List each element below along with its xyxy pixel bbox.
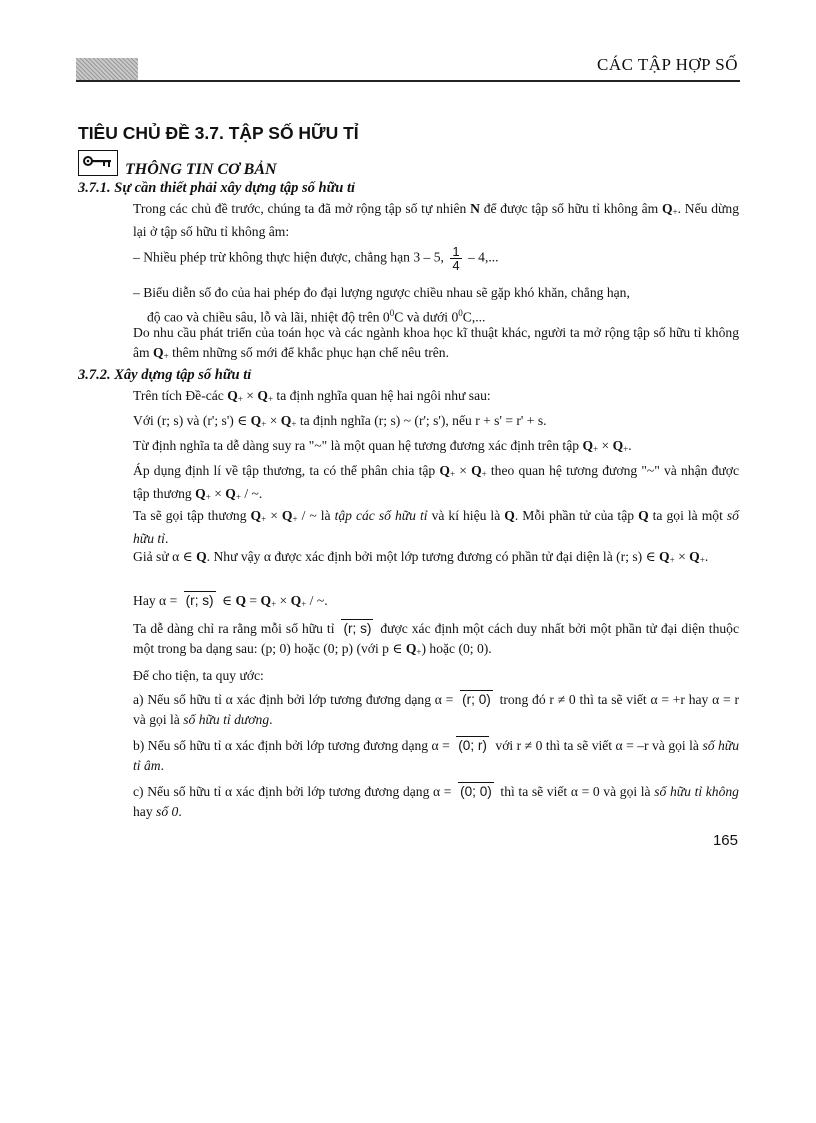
chapter-title: TIÊU CHỦ ĐỀ 3.7. TẬP SỐ HỮU TỈ — [78, 123, 359, 143]
paragraph-quotient-set: Áp dụng định lí về tập thương, ta có thể phân chia tập $Q_+ \times Q_+$ theo quan hệ tương đương "~" và nhận được tập thương $Q_+ \times Q_+$ / ~. — [133, 463, 739, 502]
line-cartesian-product: Trên tích Đề-các $Q_+ \times Q_+$ ta định nghĩa quan hệ hai ngôi như sau: — [133, 388, 491, 404]
overline-r-s: (r; s) — [185, 593, 214, 608]
paragraph-alpha-class: Giả sử α ∈ Q. Như vậy α được xác định bởi một lớp tương đương có phần tử đại diện là (r; s) ∈ $Q_+ \times Q_+$. — [133, 549, 709, 565]
section-heading-3-7-1: 3.7.1. Sự cần thiết phải xây dựng tập số hữu tỉ — [78, 180, 356, 196]
key-icon — [83, 155, 113, 169]
bullet-subtraction: – Nhiều phép trừ không thực hiện được, chẳng hạn 3 – 5, $\frac{1}{4}$ – 4,... — [133, 244, 499, 273]
line-convention: Để cho tiện, ta quy ước: — [133, 668, 264, 683]
overline-r-0: (r; 0) — [462, 692, 491, 707]
line-relation-definition: Với (r; s) và (r'; s') ∈ $Q_+ \times Q_+$ ta định nghĩa (r; s) ~ (r'; s'), nếu r + s' = r' + s. — [133, 413, 547, 429]
section-heading-3-7-2: 3.7.2. Xây dựng tập số hữu tỉ — [78, 367, 252, 383]
item-b-negative: b) Nếu số hữu tỉ α xác định bởi lớp tương đương dạng α = (0; r) với r ≠ 0 thì ta sẽ viết α = –r và gọi là số hữu tỉ âm. — [133, 738, 739, 773]
fraction-one-quarter: $\frac{1}{4}$ — [452, 244, 460, 273]
item-a-positive: a) Nếu số hữu tỉ α xác định bởi lớp tương đương dạng α = (r; 0) trong đó r ≠ 0 thì ta sẽ viết α = +r hay α = r và gọi là số hữu tỉ dương. — [133, 692, 739, 727]
key-icon-box — [78, 150, 118, 176]
paragraph-intro: Trong các chủ đề trước, chúng ta đã mở rộng tập số tự nhiên N để được tập số hữu tỉ không âm $Q_+$. Nếu dừng lại ở tập số hữu tỉ không âm: — [133, 201, 739, 239]
line-equivalence: Từ định nghĩa ta dễ dàng suy ra "~" là một quan hệ tương đương xác định trên tập $Q_+ \times Q_+$. — [133, 438, 632, 454]
item-c-zero: c) Nếu số hữu tỉ α xác định bởi lớp tương đương dạng α = (0; 0) thì ta sẽ viết α = 0 và gọi là số hữu tỉ không hay số 0. — [133, 784, 739, 819]
overline-r-s-2: (r; s) — [343, 621, 372, 636]
line-alpha-equals: Hay α = (r; s) ∈ $Q = Q_+ \times Q_+$ / ~. — [133, 593, 328, 609]
bullet-opposite-measures: – Biểu diễn số đo của hai phép đo đại lượng ngược chiều nhau sẽ gặp khó khăn, chẳng hạn, độ cao và chiều sâu, lỗ và lãi, nhiệt độ trên $0^0C$ và dưới $0^0C$,... — [133, 285, 630, 325]
overline-0-r: (0; r) — [458, 738, 487, 753]
paragraph-rational-definition: Ta sẽ gọi tập thương $Q_+ \times Q_+$ / ~ là tập các số hữu tỉ và kí hiệu là Q. Mỗi phần tử của tập Q ta gọi là một số hữu tỉ. — [133, 508, 739, 546]
paragraph-three-forms: Ta dễ dàng chỉ ra rằng mỗi số hữu tỉ (r; s) được xác định một cách duy nhất bởi một phần tử đại diện thuộc một trong ba dạng sau: (p; 0) hoặc (0; p) (với p ∈ $Q_+$) hoặc (0; 0). — [133, 621, 739, 657]
overline-0-0: (0; 0) — [460, 784, 492, 799]
header-title: CÁC TẬP HỢP SỐ — [597, 55, 738, 74]
page-number: 165 — [712, 832, 738, 849]
header-shade — [76, 58, 138, 80]
basic-info-heading: THÔNG TIN CƠ BẢN — [125, 161, 277, 178]
paragraph-motivation: Do nhu cầu phát triển của toán học và các ngành khoa học kĩ thuật khác, người ta mở rộng tập số hữu tỉ không âm $Q_+$ thêm những số mới để khắc phục hạn chế nêu trên. — [133, 325, 739, 361]
header-rule — [76, 80, 740, 82]
